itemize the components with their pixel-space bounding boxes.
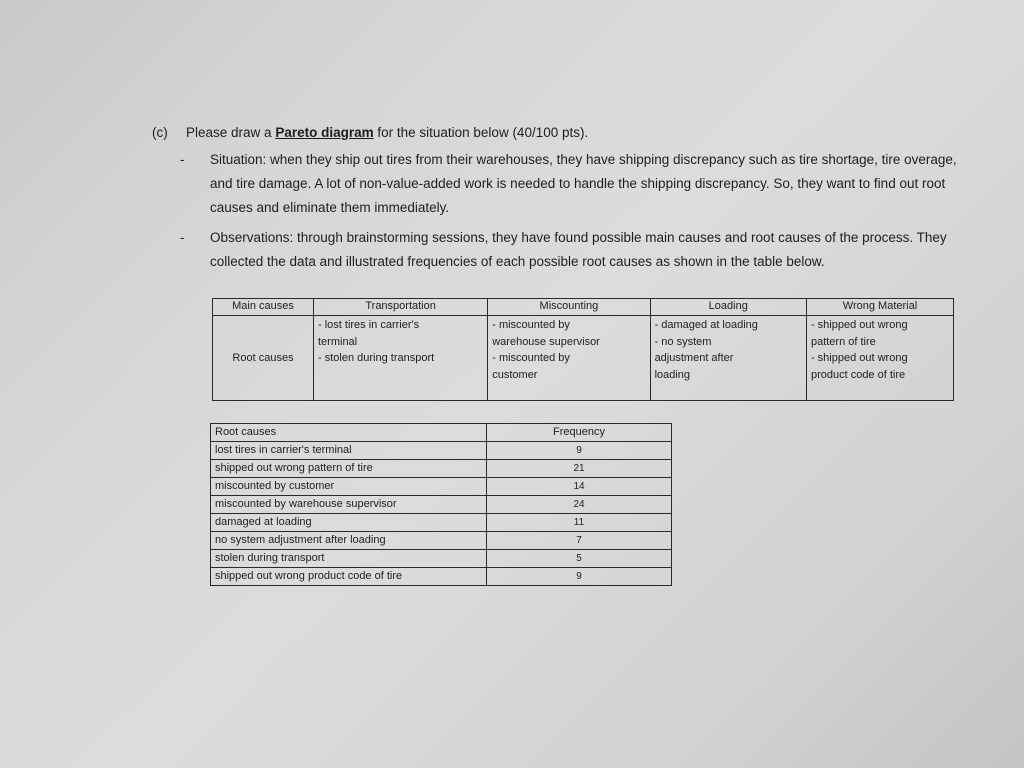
root-cause-cell: damaged at loading: [211, 514, 487, 532]
frequency-column-header: Frequency: [487, 424, 672, 442]
bullet-dash: -: [180, 152, 185, 167]
root-cause-cell: stolen during transport: [211, 550, 487, 568]
question-intro-after: for the situation below (40/100 pts).: [373, 125, 589, 140]
frequency-cell: 14: [487, 478, 672, 496]
frequency-cell: 9: [487, 442, 672, 460]
table-row: [211, 568, 672, 586]
root-line: - shipped out wrong: [810, 352, 908, 364]
main-causes-label: Main causes: [213, 299, 314, 316]
root-line: loading: [654, 368, 691, 381]
root-line: - damaged at loading: [654, 319, 758, 331]
table-row: [211, 532, 672, 550]
main-cause-loading: Loading: [650, 299, 806, 316]
root-line: adjustment after: [654, 352, 734, 364]
root-causes-row: [213, 316, 954, 401]
root-line: - no system: [654, 335, 712, 348]
situation-text: Situation: when they ship out tires from their warehouses, they have shipping discrepancy such as tire shortage, tire overage, and tire damage. A lot of non-value-added work is needed to handle the shipping discrepancy. So, they want to find out root causes and eliminate them immediately.: [210, 152, 957, 215]
table-row: [211, 478, 672, 496]
root-line: - shipped out wrong: [810, 319, 908, 331]
transportation-roots: [314, 316, 488, 401]
root-line: - stolen during transport: [318, 352, 435, 364]
observations-bullet: [152, 226, 972, 274]
main-cause-transportation: Transportation: [314, 299, 488, 316]
root-cause-cell: shipped out wrong product code of tire: [211, 568, 487, 586]
root-line: product code of tire: [810, 368, 906, 381]
root-line: - miscounted by: [492, 319, 570, 331]
table-row: [211, 496, 672, 514]
root-line: - miscounted by: [492, 352, 570, 364]
situation-bullet: [152, 148, 972, 220]
table-row: [211, 514, 672, 532]
main-cause-wrong-material: Wrong Material: [806, 299, 953, 316]
frequency-cell: 24: [487, 496, 672, 514]
causes-table: [212, 298, 954, 401]
main-cause-miscounting: Miscounting: [488, 299, 650, 316]
root-line: customer: [492, 368, 538, 381]
question-label: (c): [152, 125, 168, 140]
root-line: terminal: [318, 335, 358, 348]
table-row: [211, 460, 672, 478]
root-line: warehouse supervisor: [492, 335, 600, 348]
wrong-material-roots: [806, 316, 953, 401]
question-heading: [152, 124, 972, 142]
table-row: [211, 550, 672, 568]
root-cause-cell: no system adjustment after loading: [211, 532, 487, 550]
root-causes-column-header: Root causes: [211, 424, 487, 442]
root-line: pattern of tire: [810, 335, 876, 348]
root-cause-cell: miscounted by warehouse supervisor: [211, 496, 487, 514]
observations-text: Observations: through brainstorming sessions, they have found possible main causes and root causes of the process. They collected the data and illustrated frequencies of each possible root causes as shown in the table below.: [210, 230, 947, 269]
frequency-cell: 5: [487, 550, 672, 568]
root-cause-cell: shipped out wrong pattern of tire: [211, 460, 487, 478]
causes-header-row: [213, 299, 954, 316]
table-row: [211, 442, 672, 460]
root-cause-cell: lost tires in carrier's terminal: [211, 442, 487, 460]
pareto-diagram-term: Pareto diagram: [275, 125, 374, 140]
root-line: - lost tires in carrier's: [318, 319, 420, 331]
question-intro-before: Please draw a: [186, 125, 276, 140]
question-c: [152, 124, 972, 274]
frequency-table: [210, 423, 672, 586]
bullet-dash: -: [180, 230, 185, 245]
root-cause-cell: miscounted by customer: [211, 478, 487, 496]
loading-roots: [650, 316, 806, 401]
frequency-cell: 7: [487, 532, 672, 550]
frequency-cell: 9: [487, 568, 672, 586]
miscounting-roots: [488, 316, 650, 401]
frequency-cell: 21: [487, 460, 672, 478]
frequency-header-row: [211, 424, 672, 442]
root-causes-label: Root causes: [213, 316, 314, 401]
frequency-cell: 11: [487, 514, 672, 532]
